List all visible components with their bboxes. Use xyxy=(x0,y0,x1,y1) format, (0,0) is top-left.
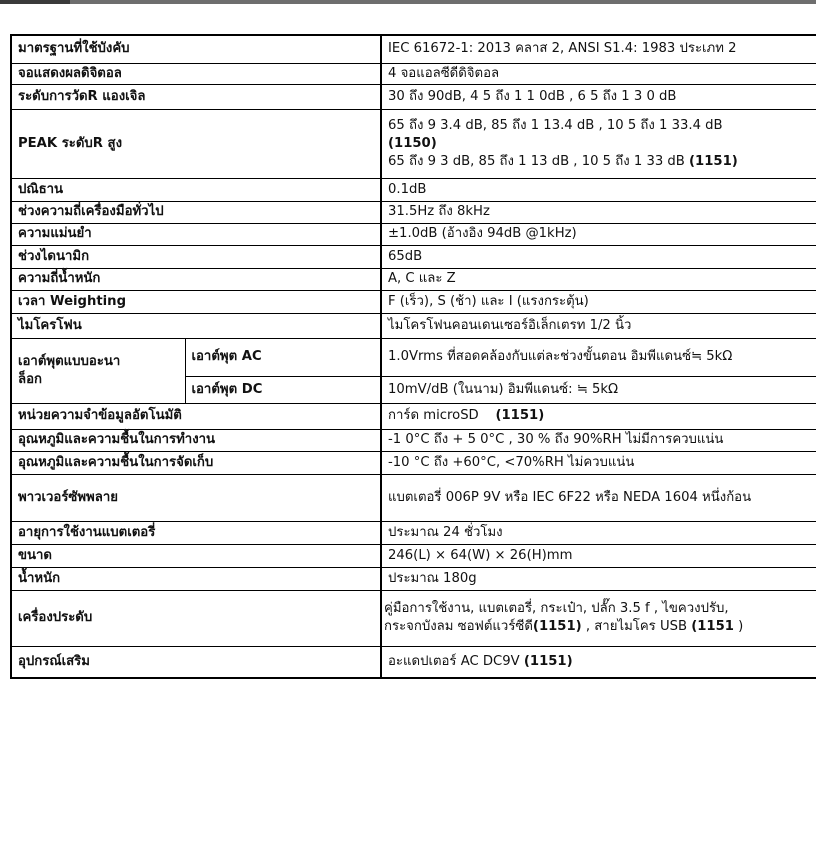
value-line: 65 ถึง 9 3 dB, 85 ถึง 1 13 dB , 10 5 ถึง 1 33 dB xyxy=(388,153,690,169)
table-row xyxy=(11,403,816,429)
row-value: ไมโครโฟนคอนเดนเซอร์อิเล็กเตรท 1/2 นิ้ว xyxy=(381,313,816,338)
model-tag: (1151) xyxy=(689,153,738,169)
table-row xyxy=(11,544,816,567)
top-rule xyxy=(0,0,816,4)
top-rule-accent xyxy=(0,0,70,4)
row-value: -10 °C ถึง +60°C, <70%RH ไม่ควบแน่น xyxy=(381,451,816,474)
analog-output-label: เอาต์พุตแบบอะนา ล็อก xyxy=(11,338,185,403)
row-value: 4 จอแอลซีดีดิจิตอล xyxy=(381,63,816,84)
spec-table xyxy=(10,34,816,679)
row-value: คู่มือการใช้งาน, แบตเตอรี่, กระเป๋า, ปลั๊ก 3.5 f , ไขควงปรับ, กระจกบังลม ซอฟต์แวร์ซีดี(1151) , สายไมโคร USB (1151 ) xyxy=(381,590,816,646)
table-row xyxy=(11,178,816,201)
table-row xyxy=(11,474,816,521)
row-value: ±1.0dB (อ้างอิง 94dB @1kHz) xyxy=(381,223,816,245)
row-label: อุปกรณ์เสริม xyxy=(11,646,381,678)
row-label: น้ำหนัก xyxy=(11,567,381,590)
row-value xyxy=(381,109,816,178)
row-value: 246(L) × 64(W) × 26(H)mm xyxy=(381,544,816,567)
row-value: A, C และ Z xyxy=(381,268,816,290)
table-row xyxy=(11,223,816,245)
row-label: มาตรฐานที่ใช้บังคับ xyxy=(11,35,381,63)
row-label: เวลา Weighting xyxy=(11,290,381,313)
table-row xyxy=(11,338,816,376)
row-label: อุณหภูมิและความชื้นในการจัดเก็บ xyxy=(11,451,381,474)
row-label: เครื่องประดับ xyxy=(11,590,381,646)
row-label: ปณิธาน xyxy=(11,178,381,201)
value-line: 65 ถึง 9 3.4 dB, 85 ถึง 1 13.4 dB , 10 5 ถึง 1 33.4 dB xyxy=(388,117,723,133)
row-label: ความถี่น้ำหนัก xyxy=(11,268,381,290)
dc-output-value: 10mV/dB (ในนาม) อิมพีแดนซ์: ≒ 5kΩ xyxy=(381,376,816,403)
model-tag: (1151) xyxy=(532,619,582,634)
model-tag: (1150) xyxy=(388,135,437,151)
table-row xyxy=(11,590,816,646)
table-row xyxy=(11,35,816,63)
row-value: 0.1dB xyxy=(381,178,816,201)
model-tag: (1151) xyxy=(495,408,545,423)
ac-output-value: 1.0Vrms ที่สอดคล้องกับแต่ละช่วงขั้นตอน อิมพีแดนซ์≒ 5kΩ xyxy=(381,338,816,376)
row-label: PEAK ระดับR สูง xyxy=(11,109,381,178)
model-tag: (1151) xyxy=(523,653,573,669)
row-label: อายุการใช้งานแบตเตอรี่ xyxy=(11,521,381,544)
table-row xyxy=(11,84,816,109)
table-row xyxy=(11,567,816,590)
row-value: 31.5Hz ถึง 8kHz xyxy=(381,201,816,223)
table-row xyxy=(11,521,816,544)
model-tag: (1151 xyxy=(691,619,734,634)
row-value: ประมาณ 180g xyxy=(381,567,816,590)
row-value: ประมาณ 24 ชั่วโมง xyxy=(381,521,816,544)
row-value: แบตเตอรี่ 006P 9V หรือ IEC 6F22 หรือ NEDA 1604 หนึ่งก้อน xyxy=(381,474,816,521)
table-row xyxy=(11,429,816,451)
ac-output-label: เอาต์พุต AC xyxy=(185,338,381,376)
table-row xyxy=(11,63,816,84)
row-label: ช่วงไดนามิก xyxy=(11,245,381,268)
row-label: หน่วยความจำข้อมูลอัตโนมัติ xyxy=(11,403,381,429)
table-row xyxy=(11,451,816,474)
row-label: จอแสดงผลดิจิตอล xyxy=(11,63,381,84)
row-label: ช่วงความถี่เครื่องมือทั่วไป xyxy=(11,201,381,223)
row-value: F (เร็ว), S (ช้า) และ I (แรงกระตุ้น) xyxy=(381,290,816,313)
table-row xyxy=(11,313,816,338)
table-row xyxy=(11,268,816,290)
row-value: อะแดปเตอร์ AC DC9V (1151) xyxy=(381,646,816,678)
row-label: ขนาด xyxy=(11,544,381,567)
table-row xyxy=(11,109,816,178)
row-value: 65dB xyxy=(381,245,816,268)
table-row xyxy=(11,646,816,678)
row-value: การ์ด microSD (1151) xyxy=(381,403,816,429)
row-label: พาวเวอร์ซัพพลาย xyxy=(11,474,381,521)
table-row xyxy=(11,201,816,223)
row-label: ความแม่นยำ xyxy=(11,223,381,245)
row-value: -1 0°C ถึง + 5 0°C , 30 % ถึง 90%RH ไม่มีการควบแน่น xyxy=(381,429,816,451)
row-label: ไมโครโฟน xyxy=(11,313,381,338)
row-value: 30 ถึง 90dB, 4 5 ถึง 1 1 0dB , 6 5 ถึง 1 3 0 dB xyxy=(381,84,816,109)
value-line: คู่มือการใช้งาน, แบตเตอรี่, กระเป๋า, ปลั๊ก 3.5 f , ไขควงปรับ, xyxy=(384,601,729,616)
table-row xyxy=(11,245,816,268)
dc-output-label: เอาต์พุต DC xyxy=(185,376,381,403)
row-value: IEC 61672-1: 2013 คลาส 2, ANSI S1.4: 1983 ประเภท 2 xyxy=(381,35,816,63)
row-label: ระดับการวัดR แองเจิล xyxy=(11,84,381,109)
table-row xyxy=(11,290,816,313)
row-label: อุณหภูมิและความชื้นในการทำงาน xyxy=(11,429,381,451)
